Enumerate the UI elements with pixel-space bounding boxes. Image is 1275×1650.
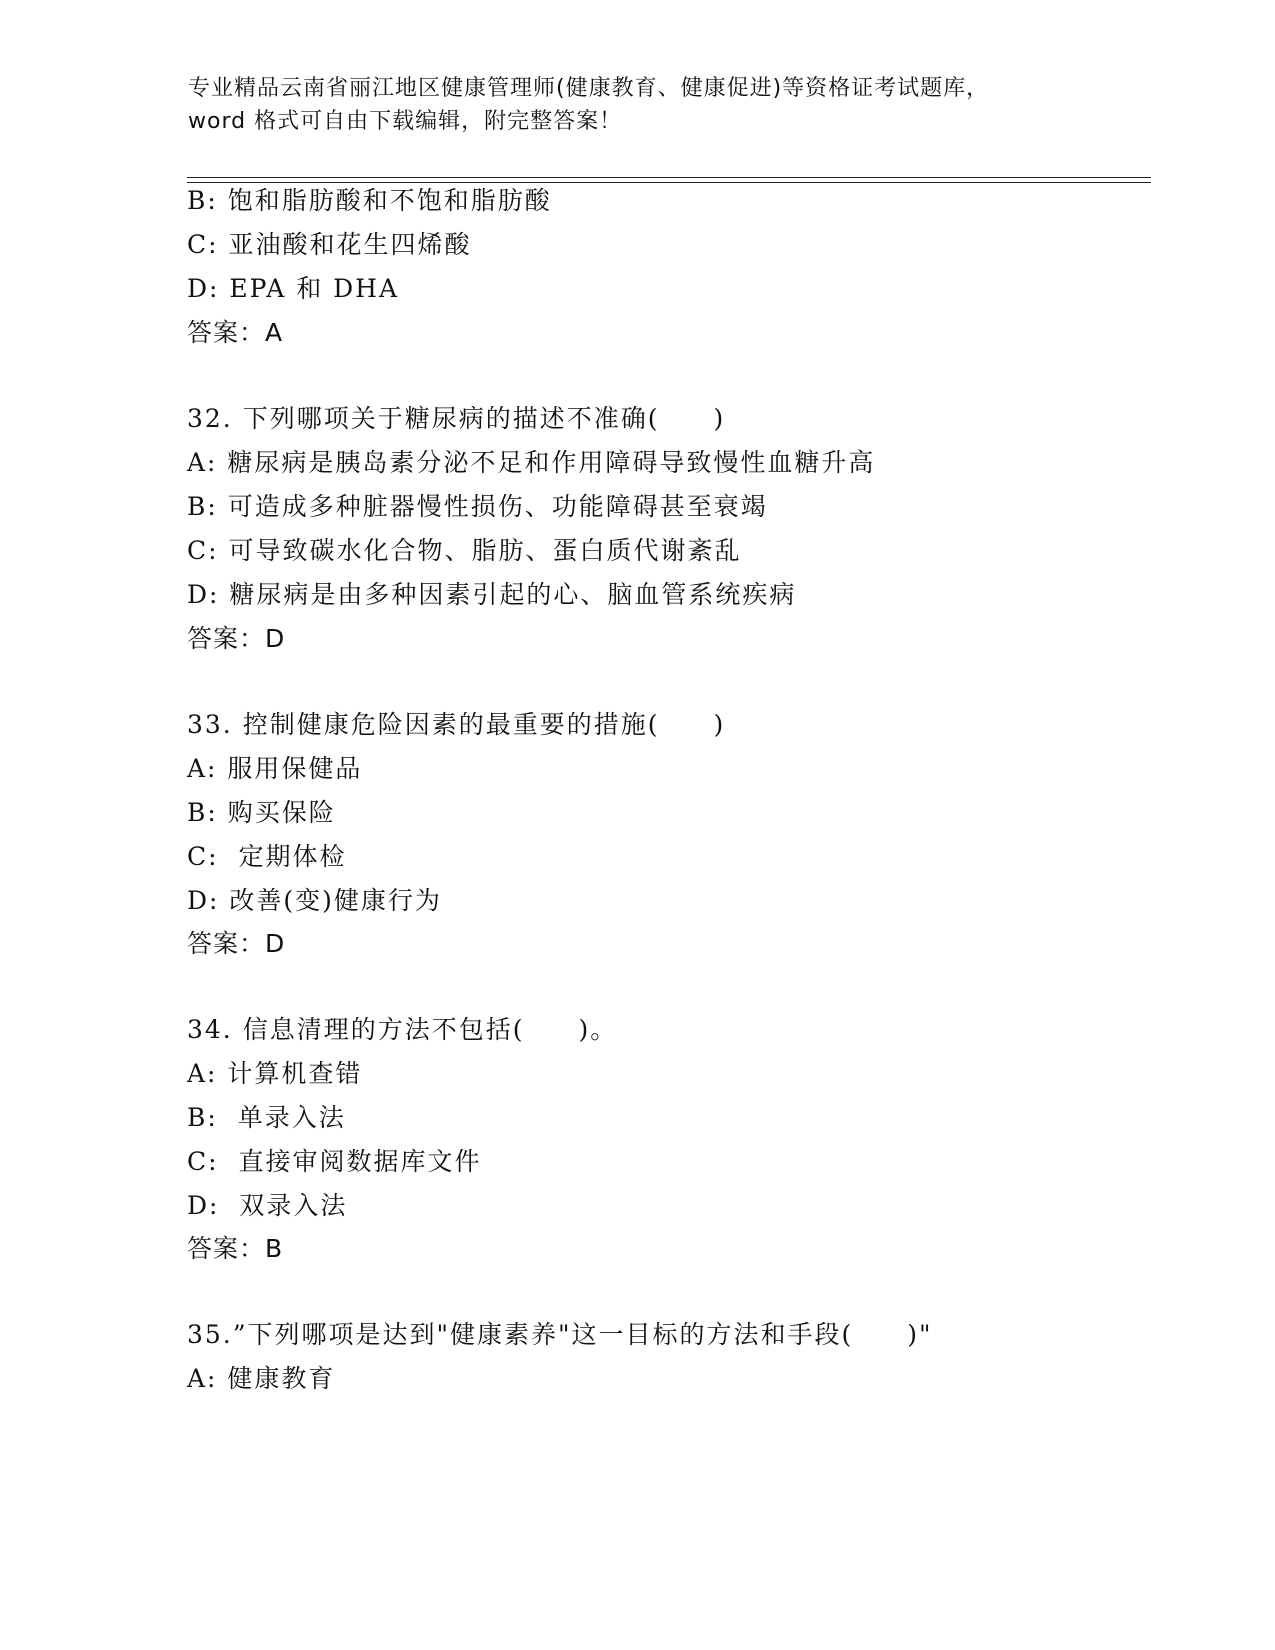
q31-option-c: C: 亚油酸和花生四烯酸 — [187, 230, 472, 259]
q32-option-c: C: 可导致碳水化合物、脂肪、蛋白质代谢紊乱 — [187, 536, 742, 565]
q33-option-a: A: 服用保健品 — [187, 754, 363, 783]
page-header — [188, 72, 1148, 138]
q34-stem: 34. 信息清理的方法不包括( )。 — [187, 1015, 618, 1044]
q34-option-a: A: 计算机查错 — [187, 1059, 363, 1088]
header-line-2: word 格式可自由下载编辑，附完整答案！ — [188, 109, 623, 134]
q31-option-b: B: 饱和脂肪酸和不饱和脂肪酸 — [187, 186, 552, 215]
header-divider-bottom — [187, 182, 1151, 183]
q35-stem: 35.”下列哪项是达到"健康素养"这一目标的方法和手段( )" — [187, 1320, 933, 1349]
q32-option-b: B: 可造成多种脏器慢性损伤、功能障碍甚至衰竭 — [187, 492, 768, 521]
q33-answer: 答案：D — [187, 929, 286, 958]
q35-option-a: A: 健康教育 — [187, 1364, 336, 1393]
q31-answer: 答案：A — [187, 318, 284, 347]
q33-option-b: B: 购买保险 — [187, 798, 336, 827]
q32-answer: 答案：D — [187, 624, 286, 653]
q31-option-d: D: EPA 和 DHA — [187, 274, 400, 303]
header-line-1: 专业精品云南省丽江地区健康管理师(健康教育、健康促进)等资格证考试题库， — [188, 76, 990, 101]
q33-option-c: C: 定期体检 — [187, 842, 347, 871]
q32-option-a: A: 糖尿病是胰岛素分泌不足和作用障碍导致慢性血糖升高 — [187, 448, 876, 477]
q34-option-d: D: 双录入法 — [187, 1191, 348, 1220]
header-divider-top — [187, 177, 1151, 178]
q33-option-d: D: 改善(变)健康行为 — [187, 886, 442, 915]
q34-option-c: C: 直接审阅数据库文件 — [187, 1147, 482, 1176]
q34-option-b: B: 单录入法 — [187, 1103, 346, 1132]
q33-stem: 33. 控制健康危险因素的最重要的措施( ) — [187, 710, 726, 739]
q32-stem: 32. 下列哪项关于糖尿病的描述不准确( ) — [187, 404, 726, 433]
q32-option-d: D: 糖尿病是由多种因素引起的心、脑血管系统疾病 — [187, 580, 797, 609]
q34-answer: 答案：B — [187, 1234, 284, 1263]
